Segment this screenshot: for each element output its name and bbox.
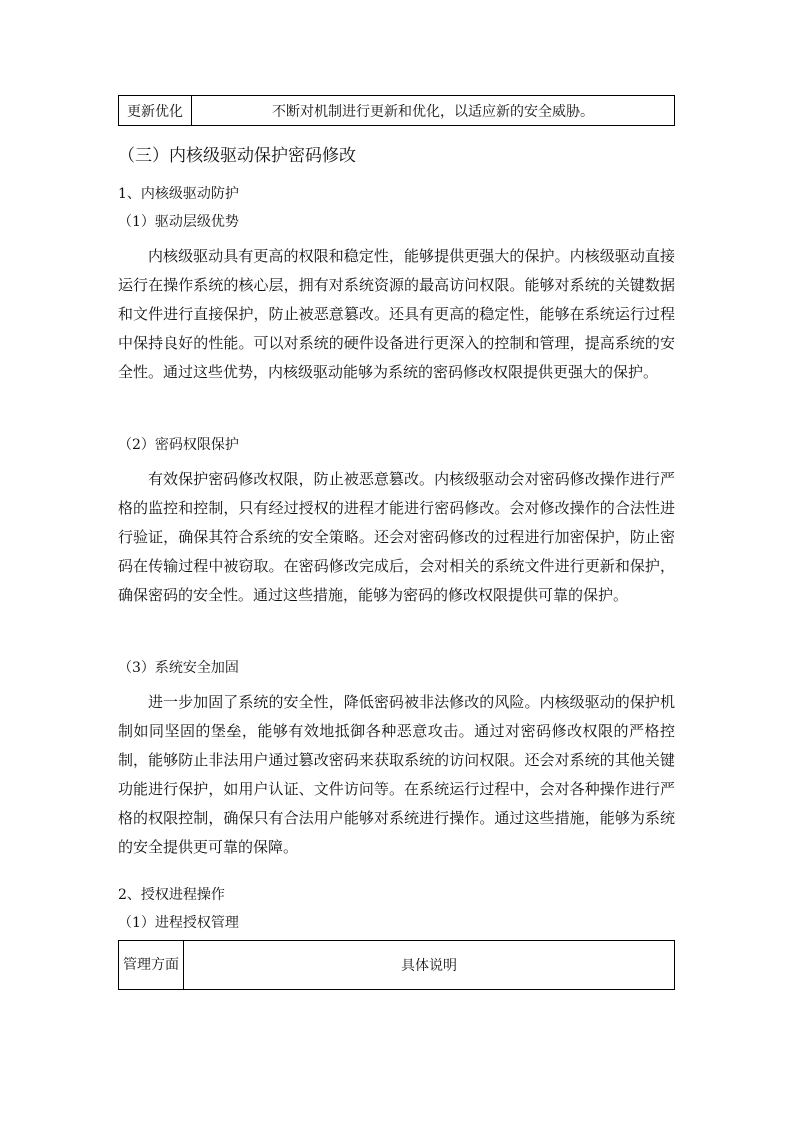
item-title-system-hardening: （3）系统安全加固	[118, 660, 239, 676]
table-cell-text: 不断对机制进行更新和优化，以适应新的安全威胁。	[192, 96, 675, 126]
table-header-row	[119, 941, 675, 990]
top-table	[118, 95, 675, 126]
table-header-aspect: 管理方面	[119, 941, 184, 990]
item-title-driver-advantage: （1）驱动层级优势	[118, 214, 239, 230]
subsection-title-1: 1、内核级驱动防护	[118, 186, 239, 202]
item-title-process-authorization: （1）进程授权管理	[118, 915, 239, 931]
paragraph-password-protection: 有效保护密码修改权限，防止被恶意篡改。内核级驱动会对密码修改操作进行严格的监控和控制，只有经过授权的进程才能进行密码修改。会对修改操作的合法性进行验证，确保其符合系统的安全策略。还会对密码修改的过程进行加密保护，防止密码在传输过程中被窃取。在密码修改完成后，会对相关的系统文件进行更新和保护，确保密码的安全性。通过这些措施，能够为密码的修改权限提供可靠的保护。	[118, 470, 675, 604]
item-title-password-protection: （2）密码权限保护	[118, 437, 239, 453]
paragraph-driver-advantage: 内核级驱动具有更高的权限和稳定性，能够提供更强大的保护。内核级驱动直接运行在操作系统的核心层，拥有对系统资源的最高访问权限。能够对系统的关键数据和文件进行直接保护，防止被恶意篡改。还具有更高的稳定性，能够在系统运行过程中保持良好的性能。可以对系统的硬件设备进行更深入的控制和管理，提高系统的安全性。通过这些优势，内核级驱动能够为系统的密码修改权限提供更强大的保护。	[118, 247, 675, 381]
table-header-description: 具体说明	[184, 941, 675, 990]
table-cell-label: 更新优化	[119, 96, 192, 126]
subsection-title-2: 2、授权进程操作	[118, 887, 225, 903]
paragraph-system-hardening: 进一步加固了系统的安全性，降低密码被非法修改的风险。内核级驱动的保护机制如同坚固的堡垒，能够有效地抵御各种恶意攻击。通过对密码修改权限的严格控制，能够防止非法用户通过篡改密码来获取系统的访问权限。还会对系统的其他关键功能进行保护，如用户认证、文件访问等。在系统运行过程中，会对各种操作进行严格的权限控制，确保只有合法用户能够对系统进行操作。通过这些措施，能够为系统的安全提供更可靠的保障。	[118, 693, 675, 856]
authorization-table	[118, 940, 675, 990]
table-row	[119, 96, 675, 126]
section-heading: （三）内核级驱动保护密码修改	[118, 146, 356, 166]
